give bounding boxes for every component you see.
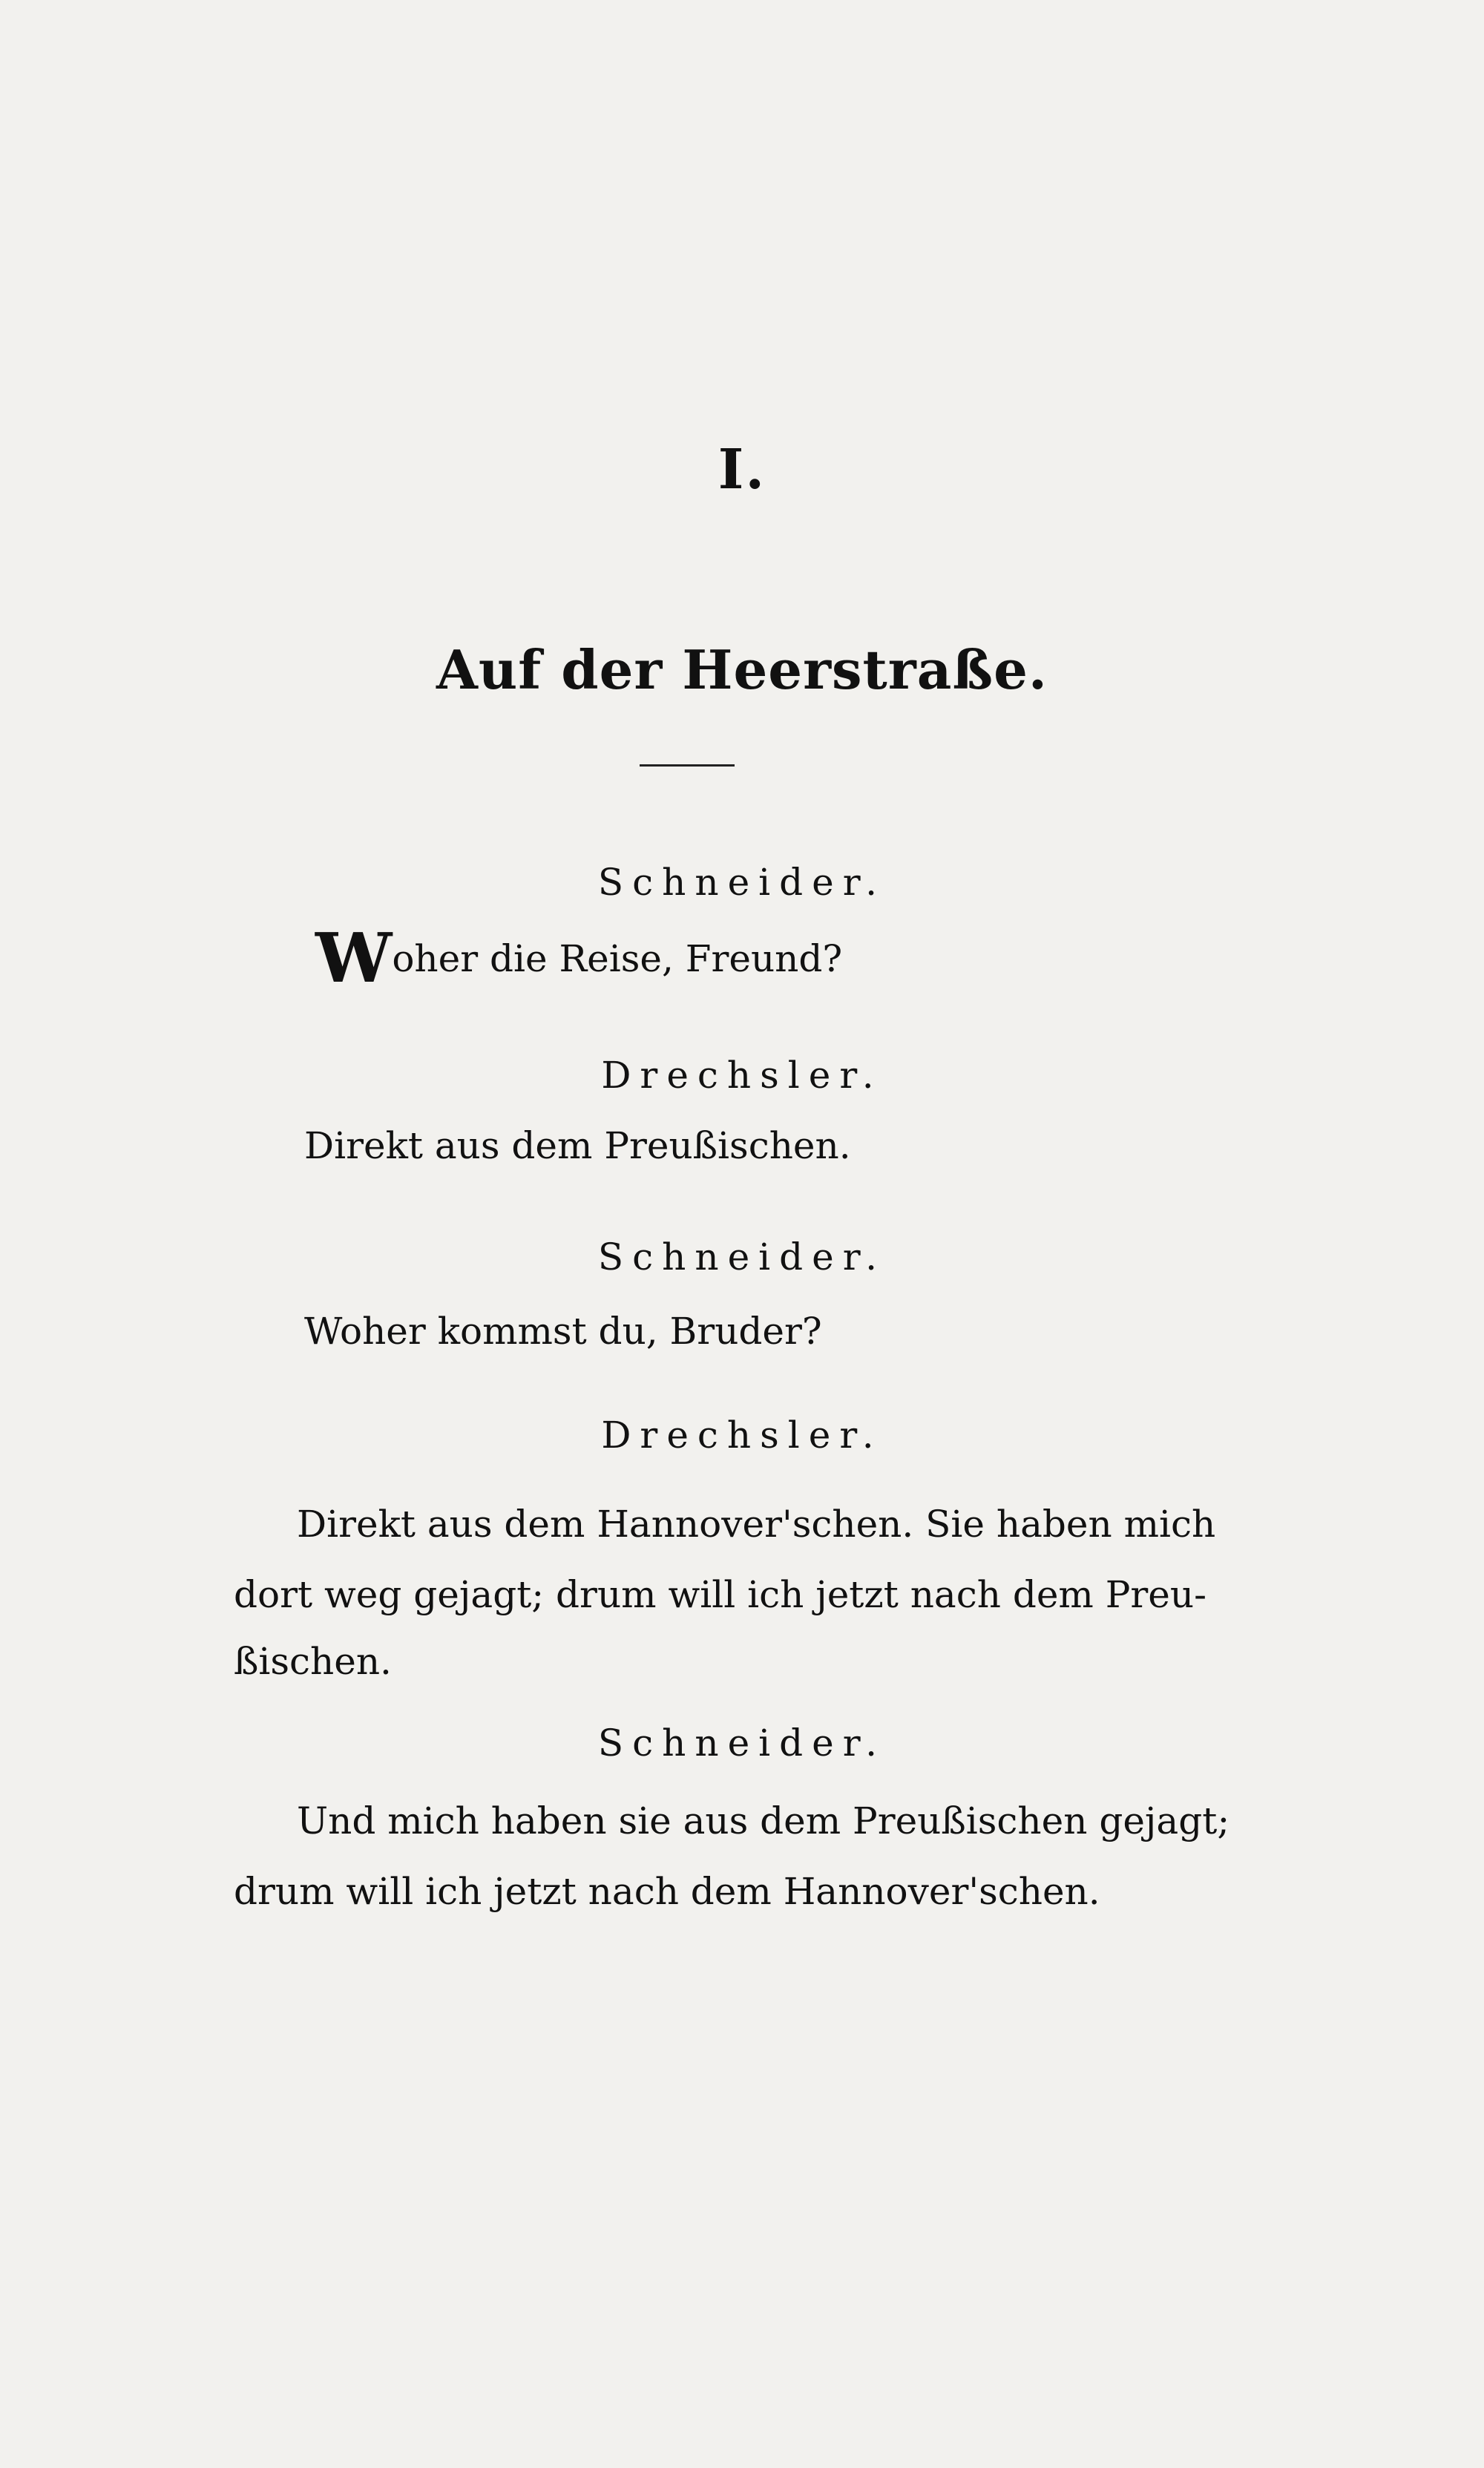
chapter-title: Auf der Heerstraße.: [436, 638, 1048, 701]
dialogue-line: Und mich haben sie aus dem Preußischen gejagt;: [297, 1799, 1230, 1842]
dialogue-line: Woher kommst du, Bruder?: [304, 1310, 822, 1353]
dialogue-line: dort weg gejagt; drum will ich jetzt nach dem Preu-: [234, 1573, 1206, 1616]
dialogue-line: Direkt aus dem Hannover'schen. Sie haben mich: [297, 1503, 1216, 1546]
dialogue-line: ßischen.: [234, 1640, 392, 1683]
speaker-label: Drechsler.: [601, 1054, 883, 1097]
speaker-label: Schneider.: [597, 861, 887, 904]
speaker-label: Drechsler.: [601, 1414, 883, 1457]
dialogue-line-text: oher die Reise, Freund?: [392, 937, 843, 980]
chapter-number: I.: [718, 438, 766, 502]
speaker-label: Schneider.: [597, 1722, 887, 1765]
title-divider: [640, 764, 735, 767]
dialogue-line: drum will ich jetzt nach dem Hannover'schen.: [234, 1870, 1100, 1913]
dialogue-line: [315, 918, 843, 998]
show-through-texture: [186, 252, 1224, 1959]
speaker-label: Schneider.: [597, 1235, 887, 1279]
dialogue-line: Direkt aus dem Preußischen.: [304, 1124, 851, 1167]
drop-cap: W: [315, 918, 393, 998]
